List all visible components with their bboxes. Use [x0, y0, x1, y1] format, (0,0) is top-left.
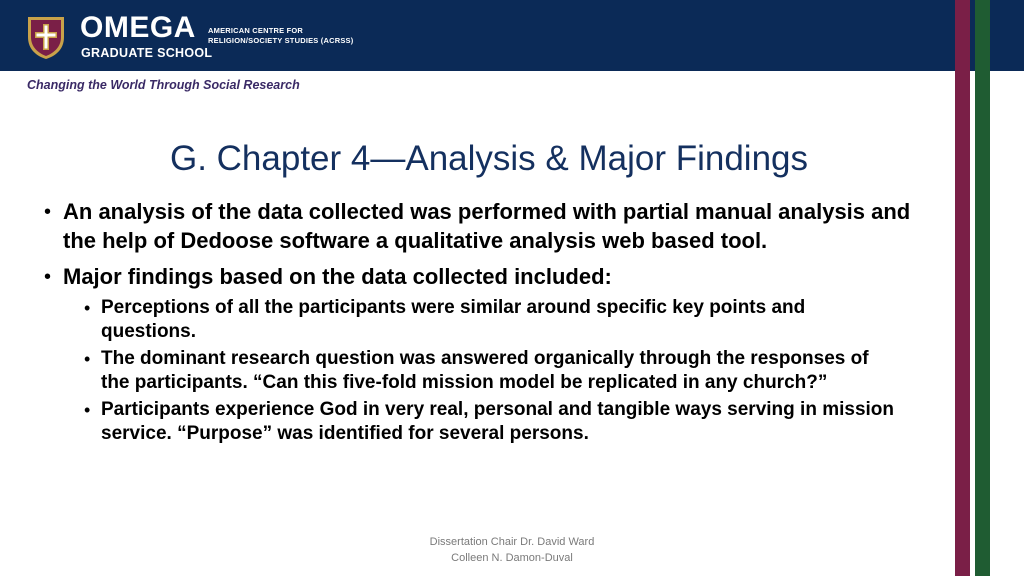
bullet-glyph: • [44, 266, 52, 288]
sub-bullet-item [84, 296, 894, 344]
footer-chair: Dissertation Chair Dr. David Ward [429, 536, 595, 548]
shield-crest-icon [22, 13, 70, 61]
bullet-glyph: • [44, 201, 52, 223]
bullet-list [44, 198, 944, 446]
bullet-item [44, 263, 944, 292]
header-banner [0, 0, 1024, 71]
centre-name [208, 26, 353, 46]
slide-title: G. Chapter 4—Analysis & Major Findings [169, 139, 809, 178]
sub-bullet-item [84, 347, 894, 395]
bullet-item [44, 198, 944, 255]
logo-wordmark: OMEGA [80, 11, 196, 44]
sub-bullet-text: The dominant research question was answered organically through the responses of the participants. “Can this five-fold mission model be replicated in any church?” [101, 347, 869, 393]
sub-bullet-item [84, 398, 894, 446]
footer [362, 534, 662, 566]
centre-name-line2: RELIGION/SOCIETY STUDIES (ACRSS) [208, 36, 354, 45]
bullet-text: An analysis of the data collected was performed with partial manual analysis and the help of Dedoose software a qualitative analysis web based tool. [63, 199, 911, 253]
tagline: Changing the World Through Social Research [27, 78, 300, 92]
maroon-stripe [955, 0, 970, 576]
bullet-text: Major findings based on the data collected included: [63, 264, 612, 289]
bullet-glyph: • [84, 297, 91, 318]
sub-bullet-text: Participants experience God in very real, personal and tangible ways serving in mission service. “Purpose” was identified for several persons. [101, 398, 894, 444]
centre-name-line1: AMERICAN CENTRE FOR [208, 26, 304, 35]
bullet-glyph: • [84, 348, 91, 369]
logo-subtitle: GRADUATE SCHOOL [81, 46, 213, 60]
sub-bullet-text: Perceptions of all the participants were similar around specific key points and questions. [101, 296, 806, 342]
footer-author: Colleen N. Damon-Duval [451, 552, 573, 564]
green-stripe [975, 0, 990, 576]
sub-bullet-list [44, 296, 894, 446]
bullet-glyph: • [84, 399, 91, 420]
